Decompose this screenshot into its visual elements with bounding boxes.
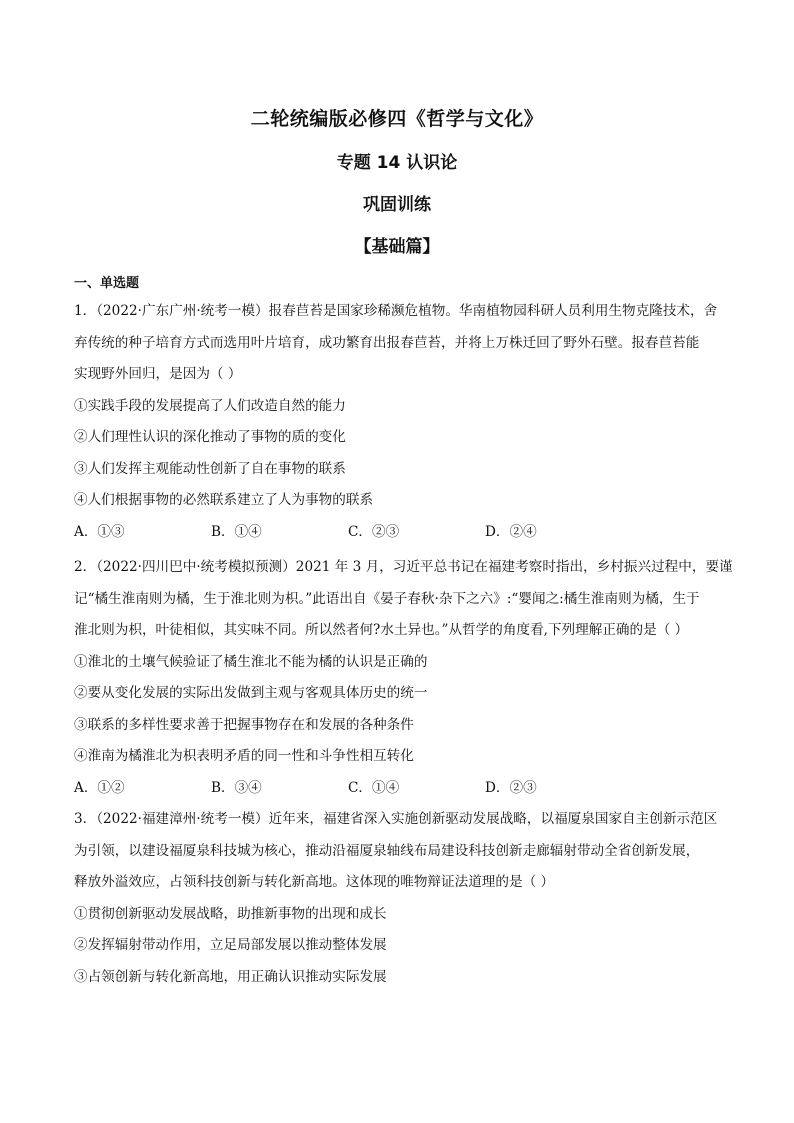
question-2 [74, 552, 733, 804]
statement: ①淮北的土壤气候验证了橘生淮北不能为橘的认识是正确的 [74, 653, 428, 670]
option-d: D．②④ [485, 523, 537, 540]
statement: ②人们理性认识的深化推动了事物的质的变化 [74, 429, 346, 445]
question-stem-line: 记“橘生淮南则为橘，生于淮北则为枳。”此语出自《晏子春秋·杂下之六》:“婴闻之:橘生淮南则为橘，生于 [74, 590, 700, 607]
question-stem-line: 淮北则为枳，叶徒相似，其实味不同。所以然者何?水土异也。”从哲学的角度看,下列理解正确的是（ ） [74, 622, 689, 638]
subtitle: 巩固训练 [363, 195, 431, 215]
question-stem-line: 实现野外回归，是因为（ ） [74, 366, 242, 382]
question-stem-line: 弃传统的种子培育方式而选用叶片培育，成功繁育出报春苣苔，并将上万株迁回了野外石壁。报春苣苔能 [74, 334, 700, 351]
option-b: B．③④ [211, 779, 262, 796]
question-1 [74, 296, 724, 548]
section-heading: 一、单选题 [74, 276, 140, 291]
statement: ①贯彻创新驱动发展战略，助推新事物的出现和成长 [74, 905, 387, 922]
question-3 [74, 804, 724, 993]
question-stem-line: 1．（2022·广东广州·统考一模）报春苣苔是国家珍稀濒危植物。华南植物园科研人员利用生物克隆技术，舍 [74, 303, 718, 319]
question-stem-line: 3．（2022·福建漳州·统考一模）近年来，福建省深入实施创新驱动发展战略，以福厦泉国家自主创新示范区 [74, 811, 718, 827]
statement: ②要从变化发展的实际出发做到主观与客观具体历史的统一 [74, 685, 428, 701]
statement: ④淮南为橘淮北为枳表明矛盾的同一性和斗争性相互转化 [74, 748, 414, 764]
question-stem-line: 释放外溢效应，占领科技创新与转化新高地。这体现的唯物辩证法道理的是（ ） [74, 874, 555, 890]
answer-options [74, 517, 724, 549]
option-b: B．①④ [211, 523, 262, 540]
topic-title: 专题 14 认识论 [336, 153, 458, 173]
statement: ②发挥辐射带动作用，立足局部发展以推动整体发展 [74, 937, 387, 953]
option-d: D．②③ [485, 779, 537, 796]
question-stem-line: 2．（2022·四川巴中·统考模拟预测）2021 年 3 月，习近平总书记在福建考察时指出，乡村振兴过程中，要谨 [74, 559, 733, 575]
statement: ③人们发挥主观能动性创新了自在事物的联系 [74, 460, 346, 477]
option-c: C．②③ [348, 523, 400, 540]
question-stem-line: 为引领，以建设福厦泉科技城为核心，推动沿福厦泉轴线布局建设科技创新走廊辐射带动全省创新发展， [74, 842, 700, 859]
level-heading: 【基础篇】 [354, 237, 440, 257]
answer-options [74, 773, 724, 805]
option-a: A．①③ [74, 523, 125, 540]
statement: ①实践手段的发展提高了人们改造自然的能力 [74, 397, 346, 414]
option-a: A．①② [74, 779, 125, 796]
document-title: 二轮统编版必修四《哲学与文化》 [250, 108, 544, 130]
statement: ③联系的多样性要求善于把握事物存在和发展的各种条件 [74, 716, 414, 733]
statement: ③占领创新与转化新高地，用正确认识推动实际发展 [74, 968, 387, 985]
option-c: C．①④ [348, 779, 400, 796]
statement: ④人们根据事物的必然联系建立了人为事物的联系 [74, 492, 374, 508]
